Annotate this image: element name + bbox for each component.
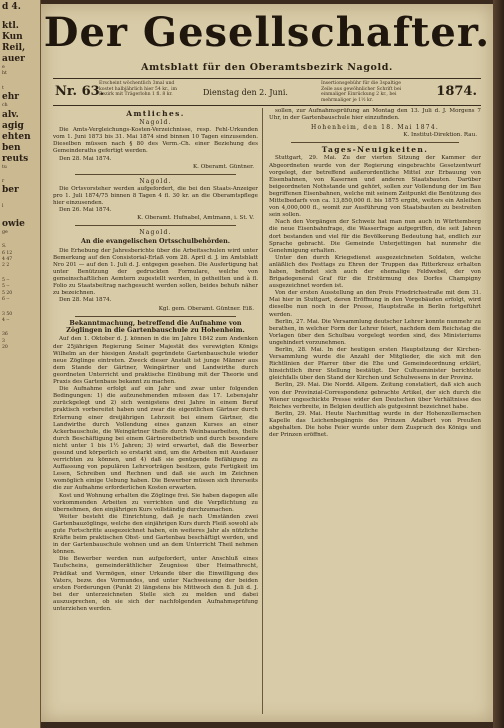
adjacent-page-line: d 4. (2, 2, 21, 12)
notice-signature: K. Oberamt. Güntner. (192, 163, 254, 170)
adjacent-page-line (2, 13, 39, 21)
notice-place: Nagold. (139, 229, 172, 237)
section-heading-amtliches: Amtliches. (126, 109, 185, 118)
notice-signature: Kgl. gem. Oberamt. Güntner. Eiß. (158, 305, 254, 312)
adjacent-page-line: ht (2, 71, 7, 77)
adjacent-page-line: Kun (2, 32, 23, 42)
adjacent-page-line: alv. (2, 109, 19, 120)
adjacent-page-line: 3 50 (2, 311, 13, 317)
news-item: Berlin, 29. Mai. Die Nordd. Allgem. Zeitung constatiert, daß sich auch von der Provinzial-Correspondenz gebrachte Artikel, der sich durch die Wiener ungeschickte Presse wider den Deutschen über Verhältnisse des Reiches verbreite, in Belgien deutlich als gutgesinnt bezeichnet habe. (269, 382, 481, 410)
notice-text: sollen, zur Aufnahmsprüfung an Montag den 13. Juli d. J. Morgens 7 Uhr, in der Gartenbauschule hier einzufinden. (269, 108, 481, 122)
subscription-note: Erscheint wöchentlich 3mal und kostet halbjährlich hier 54 kr., im Bezirk mit Trägerlohn 1 fl. 8 kr. (99, 81, 177, 98)
adjacent-page-line: ge (2, 229, 8, 235)
notice-paragraph: Auf den 1. Oktober d. J. können in die im Jahre 1842 zum Andenken der 25jährigen Regierung Seiner Majestät des verewigten Königs Wilhelm an der hiesigen Anstalt gegründete Gartenbauschule wieder neue Zöglinge eintreten. Zweck dieser Anstalt ist junge Männer aus dem Stande der Gärtner, Weingärtner und Landwirthe durch geordneten Unterricht und praktische Einübung mit der Theorie und Praxis des Gartenbaus bekannt zu machen. (53, 336, 258, 386)
notice-place: Nagold. (139, 177, 172, 185)
insertion-fee-note: Insertionsgebühr für die 3spaltige Zeile aus gewöhnlicher Schrift bei einmaliger Einrückung 2 kr., bei mehrmaliger je 1½ kr. (321, 81, 402, 103)
column-divider (262, 108, 263, 714)
adjacent-page-text (0, 0, 40, 352)
adjacent-page-line: 36 (2, 332, 8, 338)
notice-signature: K. Oberamt. Hufnabel, Amtmann, i. St. V. (137, 215, 254, 222)
notice-place: Nagold. (139, 119, 172, 127)
adjacent-page-line: ehten (2, 131, 31, 142)
adjacent-page-line: e (2, 65, 5, 70)
adjacent-page-line: 6 -- (2, 297, 10, 303)
divider (75, 316, 236, 317)
notice-paragraph: Die Aufnahme erfolgt auf ein Jahr und zwar unter folgenden Bedingungen: 1) die aufzunehmenden müssen das 17. Lebensjahr zurückgelegt und 2) sich wenigstens drei Jahre in einem Beruf praktisch vorbereitet haben und zwar die eigentlichen Gärtner durch Erlernung einer dreijährigen Lehrzeit bei einem Gärtner, die Landwirthe durch Vollendung eines ganzen Kurses an einer Ackerbauschule, die Weingärtner theils durch Weinbauarbeiten, theils durch Beschäftigung bei einem Gärtnereibetrieb und durch besondere nicht unter 1 bis 1½ Jahren; 3) wird erwartet, daß die Bewerber gesund und körperlich so erstarkt sind, um die Arbeiten mit Ausdauer verrichten zu können, und 4) daß sie genügende Befähigung zu Auffassung von populären Lehrvorträgen besitzen, gute Fertigkeit im Lesen, Schreiben und Rechnen und daß sie auch im Zeichnen womöglich einige Uebung haben. Die Bewerber müssen sich ihrerseits die zur Aufnahme erforderlichen Kosten erwarten. (53, 386, 258, 492)
issue-number: Nr. 63. (55, 84, 105, 99)
notice-heading: An die evangelischen Ortsschulbehörden. (81, 237, 230, 246)
notice-paragraph: Weiter besteht die Einrichtung, daß je nach Umständen zwei Gartenbauzöglinge, welche den einjährigen Kurs durch Fleiß sowohl als gute Fortschritte ausgezeichnet haben, ein weiteres Jahr als nützliche Kräfte beim praktischen Obst- und Gartenbau beschäftigt werden, und in der Gartenbauschule wohnen und an dem Unterricht Theil nehmen können. (53, 513, 258, 556)
notice-signature: K. Institut-Direktion. Rau. (403, 132, 477, 139)
adjacent-page-line: l (2, 204, 4, 210)
notice-date: Hohenheim, den 18. Mai 1874. (311, 124, 439, 132)
adjacent-page-line: 3 (2, 338, 5, 344)
news-item: Von der ersten Ausstellung an den Preis Friedrichsstraße mit dem 31. Mai hier in Stuttgart, deren Eröffnung in den Vorgebäuden erfolgt, wird dieselbe nun noch in der Presse, Hauptstraße in Berlin fortgeführt werden. (269, 290, 481, 318)
adjacent-page-line (2, 236, 39, 244)
adjacent-page-line (2, 270, 39, 278)
adjacent-page-line: ch (2, 103, 8, 109)
notice-paragraph: Die Bewerber werden nun aufgefordert, unter Anschluß eines Taufscheins, gemeinderäthlicher Zeugnisse über Heimathrecht, Prädikat und Vermögen, einer Urkunde über die Einwilligung des Vaters, bezw. des Vormundes, und unter Nachweisung der beiden ersten Forderungen (Punkt 2) längstens bis Mittwoch den 8. Juli d. J. bei der unterzeichneten Stelle sich zu melden und dabei auszusprechen, ob sie sich der nachfolgenden Aufnahmsprüfung unterziehen werden. (53, 556, 258, 613)
adjacent-page-line: r (2, 179, 5, 185)
adjacent-page-line: 5 -- (2, 284, 10, 290)
adjacent-page-line: ber (2, 185, 19, 196)
notice-text: Die Ortsvorsteher werden aufgefordert, die bei den Staats-Anzeiger pro 1. Juli 1874/75 binnen 8 Tagen 4 fl. 30 kr. an die Oberamtspflege hier einzusenden. (53, 185, 258, 207)
divider (75, 174, 236, 175)
book-edge (493, 0, 504, 728)
adjacent-page-line (2, 196, 39, 204)
news-item: Berlin, 27. Mai. Die Versammlung deutscher Lehrer konnte nunmehr zu berathen, in welcher Form der Lehrer feiert, nachdem dem Reichstag die Vorlagen über den Schulbau vorgelegt worden sind, des Ministeriums ungehindert vorzunehmen. (269, 318, 481, 346)
adjacent-page-line (2, 211, 39, 219)
adjacent-page-line (2, 171, 39, 179)
adjacent-page-line: 4 -- (2, 317, 10, 323)
masthead-subtitle: Amtsblatt für den Oberamtsbezirk Nagold. (141, 62, 393, 73)
adjacent-page-line: auer (2, 54, 25, 64)
news-item: Berlin, 28. Mai. In der heutigen ersten Hauptsitzung der Kirchen-Versammlung wurde die Anzahl der Mitglieder, die sich mit den Richtlinien der Pfarrer über die Ehe und Gemeindeordnung erklärt, hinsichtlich ihrer Stellung bestätigt. Der Cultusminister berichtete gleichfalls über den Stand der Kirchen und Schulwesens in der Provinz. (269, 347, 481, 382)
adjacent-page-line: 5 20 (2, 290, 13, 296)
adjacent-page-line: t (2, 85, 4, 91)
news-item: Unter den durch Kriegsdienst ausgezeichneten Soldaten, welche anläßlich des Festtags zu Ehren der Truppen das Ritterkreuz erhalten haben, befindet sich auch der ehemalige Feldwebel, der von Brigadegeneral Graf für die Erstürmung des Dorfes Champigny ausgezeichnet worden ist. (269, 254, 481, 290)
divider (75, 225, 236, 226)
adjacent-page-line: ktl. (2, 21, 19, 31)
issue-date: Dienstag den 2. Juni. (203, 88, 288, 97)
notice-date: Den 28. Mai 1874. (59, 155, 112, 162)
adjacent-page-line: 6 12 (2, 250, 13, 256)
news-item: Nach den Vorgängen der Schweiz hat man nun auch in Württemberg die neue Eisenbahnfrage, die Wasserfrage aufgegriffen, die seit Jahren dort bestanden und viel für die Bevölkerung Bedeutung hat, endlich zur Sprache gebracht. Die Gemeinde Unterjettingen hat nunmehr die Genehmigung erhalten. (269, 219, 481, 254)
adjacent-page-line: reuts (2, 153, 29, 164)
adjacent-page-line: Reil, (2, 43, 26, 53)
masthead-title: Der Gesellschafter. (43, 9, 491, 56)
divider (291, 142, 459, 143)
adjacent-page-line: S. (2, 244, 7, 250)
issue-year: 1874. (436, 84, 477, 99)
newspaper-page (41, 4, 493, 722)
news-item: Berlin, 29. Mai. Heute Nachmittag wurde in der Hohenzollernschen Kapelle das Leichenbegängnis des Prinzen Adalbert von Preußen abgehalten. Die hohe Feier wurde unter dem Zuspruch des Königs und der Prinzen eröffnet. (269, 410, 481, 439)
adjacent-page-line: tu (2, 164, 7, 170)
adjacent-page-line: ehr (2, 92, 20, 103)
notice-heading: Bekanntmachung, betreffend die Aufnahme von Zöglingen in die Gartenbauschule zu Hohenheim. (66, 318, 245, 335)
column-right (269, 108, 481, 714)
notice-text: Die Erhebung der Jahresberichte über die Arbeitsschulen wird unter Bemerkung auf den Consistorial-Erlaß vom 28. April d. J. im Amtsblatt Nro 201 — auf den 1. Juli d. J. entgegen gesehen. Die Ausfertigung hat unter Benützung der gedruckten Formulare, welche von gemeinschaftlichen Aemtern zugestellt werden, in getheilten und à fl. Folio zu Staatsbeitrag nachgesucht werden sollen, beides behufs näher zu bezeichnen. (53, 247, 258, 297)
news-item: Stuttgart, 29. Mai. Zu der vierten Sitzung der Kammer der Abgeordneten wurde von der Regierung eingebrachte Gesetzentwurf vorgelegt, der betreffend außerordentliche Mittel zur Erbauung von Eisenbahnen, von Kasernen und anderen Staatsbauten. Darüber beigeordneten Nothstande und gehört, sollen zur Vollendung der im Bau begriffenen Eisenbahnen, welche mit seinem Zeitpunkt die Benützung des Mittelbedarfs von ca. 13,850,000 fl. bis 1875 ergibt, weiters ein Anleihen von 4,000,000 fl., womit zur Ausführung von Staatsbauten zu bestreiten sein sollen. (269, 155, 481, 219)
notice-date: Den 26. Mai 1874. (59, 207, 112, 214)
adjacent-page-line: owie (2, 218, 25, 229)
adjacent-page-line: 5 -- (2, 277, 10, 283)
column-left (53, 108, 258, 714)
notice-paragraph: Kost und Wohnung erhalten die Zöglinge frei. Sie haben dagegen alle vorkommenden Arbeiten zu verrichten und die Verpflichtung zu übernehmen, den einjährigen Kurs vollständig durchzumachen. (53, 492, 258, 513)
notice-date: Den 28. Mai 1874. (59, 297, 112, 304)
adjacent-page-strip (0, 0, 41, 728)
section-heading-news: Tages-Neuigkeiten. (321, 145, 429, 155)
adjacent-page-line (2, 304, 39, 312)
adjacent-page-line: 2 2 (2, 263, 10, 269)
issue-header-bar (53, 78, 481, 106)
adjacent-page-line: agig (2, 120, 24, 131)
adjacent-page-line: 20 (2, 345, 8, 351)
notice-text: Die Amts-Vergleichungs-Kosten-Verzeichnisse, resp. Fehl-Urkunden vom 1. Juni 1873 bis 31. Mai 1874 sind binnen 10 Tagen einzusenden. Dieselben müssen nach § 80 des Verm.-Ch. einer Beziehung des Gemeinderaths gefertigt werden. (53, 127, 258, 155)
adjacent-page-line: 4 47 (2, 257, 13, 263)
adjacent-page-line: ben (2, 142, 21, 153)
adjacent-page-line (2, 78, 39, 86)
